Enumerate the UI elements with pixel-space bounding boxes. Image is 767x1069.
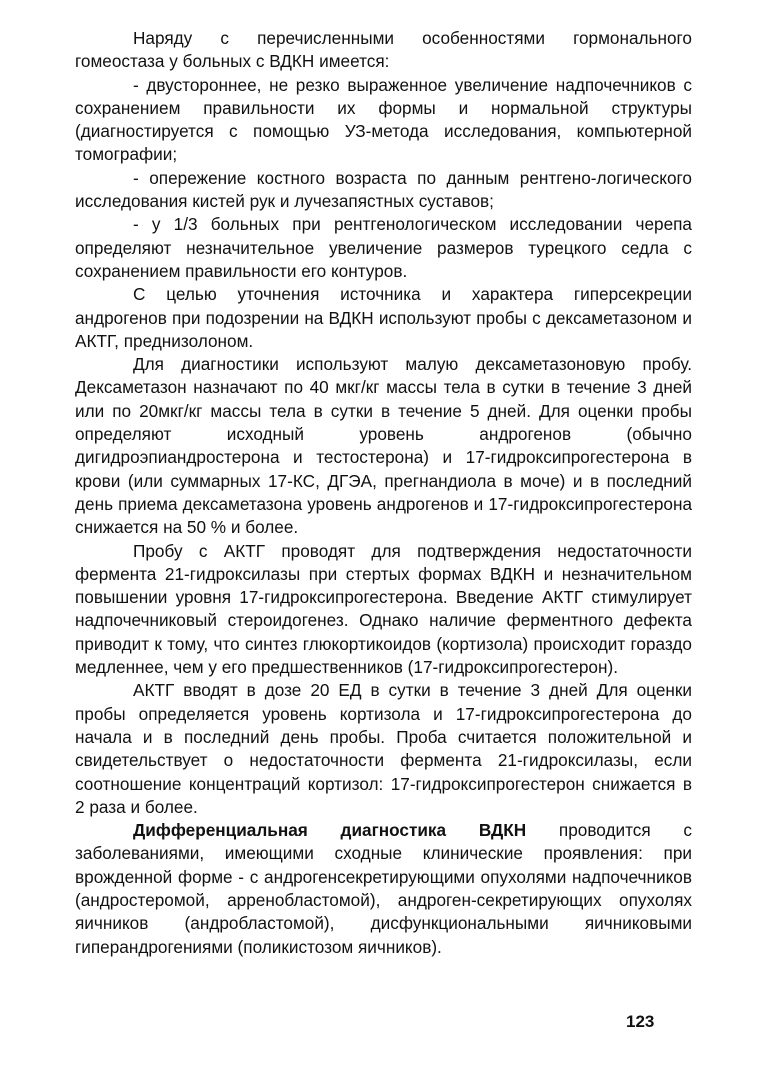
paragraph-intro: Наряду с перечисленными особенностями гормонального гомеостаза у больных с ВДКН имеется: [75,28,692,72]
paragraph-differential-diagnosis [75,819,692,959]
list-item-sella-turcica: - у 1/3 больных при рентгенологическом исследовании черепа определяют незначительное увеличение размеров турецкого седла с сохранением правильности его контуров. [75,214,692,281]
paragraph-dexamethasone-test: Для диагностики используют малую дексаметазоновую пробу. Дексаметазон назначают по 40 мкг/кг массы тела в сутки в течение 3 дней или по 20мкг/кг массы тела в сутки в течение 5 дней. Для оценки пробы определяют исходный уровень андрогенов (обычно дигидроэпиандростерона и тестостерона) и 17-гидроксипрогестерона в крови (или суммарных 17-КС, ДГЭА, прегнандиола в моче) и в последний день приема дексаметазона уровень андрогенов и 17-гидроксипрогестерона снижается на 50 % и более. [75,354,692,538]
paragraph-tests-purpose: С целью уточнения источника и характера гиперсекреции андрогенов при подозрении на ВДКН используют пробы с дексаметазоном и АКТГ, преднизолоном. [75,284,692,351]
list-item-adrenal-enlargement: - двустороннее, не резко выраженное увеличение надпочечников с сохранением правильности их формы и нормальной структуры (диагностируется с помощью УЗ-метода исследования, компьютерной томографии; [75,74,692,165]
differential-diagnosis-heading: Дифференциальная диагностика ВДКН [133,820,527,841]
differential-diagnosis-text: проводится с заболеваниями, имеющими сходные клинические проявления: при врожденной форме - с андрогенсекретирующими опухолями надпочечников (андростеромой, арренобластомой), андроген-секретирующих опухолях яичников (андробластомой), дисфункциональными яичниковыми гиперандрогениями (поликистозом яичников). [75,820,692,957]
list-item-bone-age: - опережение костного возраста по данным рентгено-логического исследования кистей рук и лучезапястных суставов; [75,167,692,212]
body-text [75,27,692,959]
page-number: 123 [626,1012,655,1031]
paragraph-acth-test: Пробу с АКТГ проводят для подтверждения недостаточности фермента 21-гидроксилазы при стертых формах ВДКН и незначительном повышении уровня 17-гидроксипрогестерона. Введение АКТГ стимулирует надпочечниковый стероидогенез. Однако наличие ферментного дефекта приводит к тому, что синтез глюкортикоидов (кортизола) происходит гораздо медленнее, чем у его предшественников (17-гидроксипрогестерон). [75,540,692,678]
paragraph-acth-dosage: АКТГ вводят в дозе 20 ЕД в сутки в течение 3 дней Для оценки пробы определяется уровень кортизола и 17-гидроксипрогестерона до начала и в последний день пробы. Проба считается положительной и свидетельствует о недостаточности фермента 21-гидроксилазы, если соотношение концентраций кортизол: 17-гидроксипрогестерон снижается в 2 раза и более. [75,680,692,817]
